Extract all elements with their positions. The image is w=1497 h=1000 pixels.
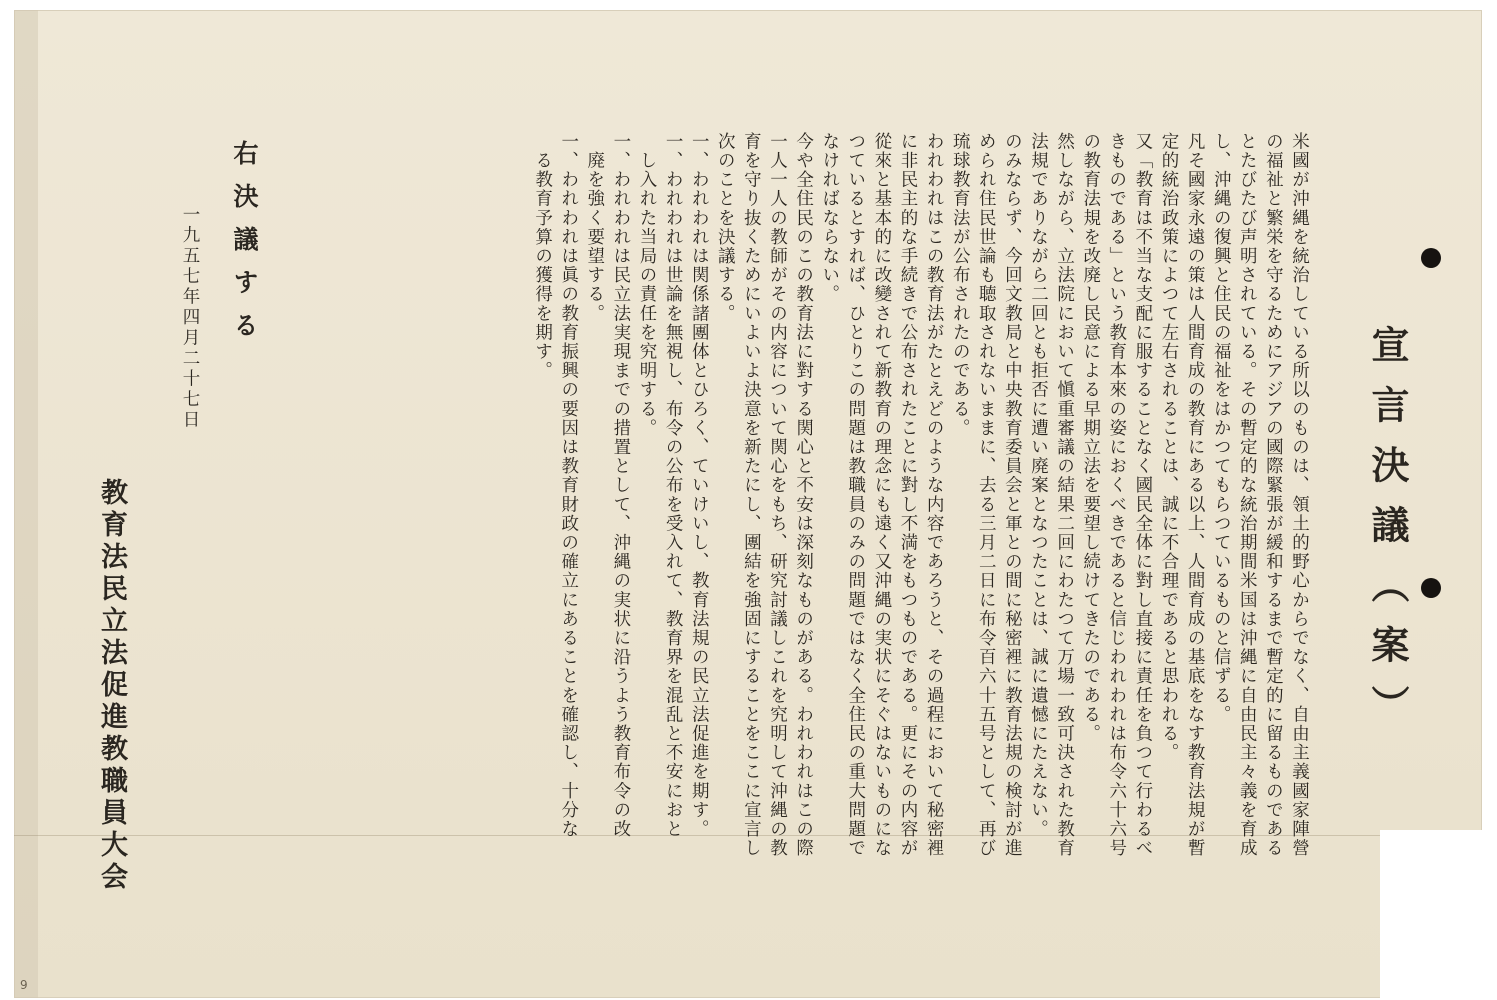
body-line: 又「教育は不当な支配に服することなく國民全体に對し直接に責任を負つて行わるべ xyxy=(1132,132,1153,858)
body-line: 廃を強く要望する。 xyxy=(584,132,605,323)
body-line: る教育予算の獲得を期す。 xyxy=(532,132,553,381)
body-line: 一、われわれは世論を無視し、布令の公布を受入れて、教育界を混乱と不安におと xyxy=(663,132,684,839)
body-line: なければならない。 xyxy=(819,132,840,304)
resolution-date: 一九五七年四月二十七日 xyxy=(180,205,200,431)
corner-page-mark: 9 xyxy=(20,978,28,992)
body-line: 一人一人の教師がその内容について関心をもち、研究討議しこれを究明して沖縄の教 xyxy=(767,132,788,858)
punch-hole-bottom xyxy=(1421,578,1441,598)
body-line: められ住民世論も聴取されないままに、去る三月二日に布令百六十五号として、再び xyxy=(976,132,997,858)
body-line: のみならず、今回文教局と中央教育委員会と軍との間に秘密裡に教育法規の検討が進 xyxy=(1002,132,1023,858)
body-line: 一、われわれは民立法実現までの措置として、沖縄の実状に沿うよう教育布令の改 xyxy=(610,132,631,839)
body-line: の福祉と繁栄を守るためにアジアの國際緊張が緩和するまで暫定的に留るものである xyxy=(1263,132,1284,858)
punch-hole-top xyxy=(1421,248,1441,268)
body-line: 琉球教育法が公布されたのである。 xyxy=(950,132,971,438)
body-line: とたびたび声明されている。その暫定的な統治期間米国は沖縄に自由民主々義を育成 xyxy=(1237,132,1258,858)
body-line: の教育法規を改廃し民意による早期立法を要望し続けてきたのである。 xyxy=(1080,132,1101,744)
organization-name: 教育法民立法促進教職員大会 xyxy=(96,478,127,894)
body-line: つているとすれば、ひとりこの問題は教職員のみの問題ではなく全住民の重大問題で xyxy=(845,132,866,858)
body-line: に非民主的な手続きで公布されたことに對し不満をもつものである。更にその内容が xyxy=(898,132,918,858)
body-line: きものである」という教育本來の姿におくべきであると信じわれわれは布令六十六号 xyxy=(1106,132,1127,858)
body-line: 育を守り抜くためにいよいよ決意を新たにし、團結を強固にすることをここに宣言し xyxy=(741,132,762,858)
paper-notch xyxy=(1380,830,1497,1000)
body-line: 然しながら、立法院において愼重審議の結果二回にわたつて万場一致可決された教育 xyxy=(1054,132,1075,858)
body-line: 米國が沖縄を統治している所以のものは、領土的野心からでなく、自由主義國家陣營 xyxy=(1289,132,1310,858)
body-line: 次のことを決議する。 xyxy=(715,132,736,323)
body-line: 法規でありながら二回とも拒否に遭い廃案となつたことは、誠に遺憾にたえない。 xyxy=(1028,132,1049,839)
paper-edge-strip xyxy=(14,10,38,998)
document-title: 宣言決議（案） xyxy=(1365,325,1410,745)
body-line: 定的統治政策によつて左右されることは、誠に不合理であると思われる。 xyxy=(1159,132,1179,763)
body-line: し、沖縄の復興と住民の福祉をはかつてもらつているものと信ずる。 xyxy=(1211,132,1232,725)
closing-statement: 右決議する xyxy=(230,140,259,355)
body-line: 一、われわれは関係諸團体とひろく、ていけいし、教育法規の民立法促進を期す。 xyxy=(689,132,710,839)
body-line: 今や全住民のこの教育法に對する関心と不安は深刻なものがある。われわれはこの際 xyxy=(793,132,814,858)
body-line: 從來と基本的に改變されて新教育の理念にも遠く又沖縄の実状にそぐはないものにな xyxy=(871,132,892,858)
body-line: し入れた当局の責任を究明する。 xyxy=(637,132,657,438)
body-line: 凡そ國家永遠の策は人間育成の教育にある以上、人間育成の基底をなす教育法規が暫 xyxy=(1185,132,1206,858)
body-line: われわれはこの教育法がたとえどのような内容であろうと、その過程において秘密裡 xyxy=(924,132,945,858)
body-line: 一、われわれは眞の教育振興の要因は教育財政の確立にあることを確認し、十分な xyxy=(558,132,579,839)
